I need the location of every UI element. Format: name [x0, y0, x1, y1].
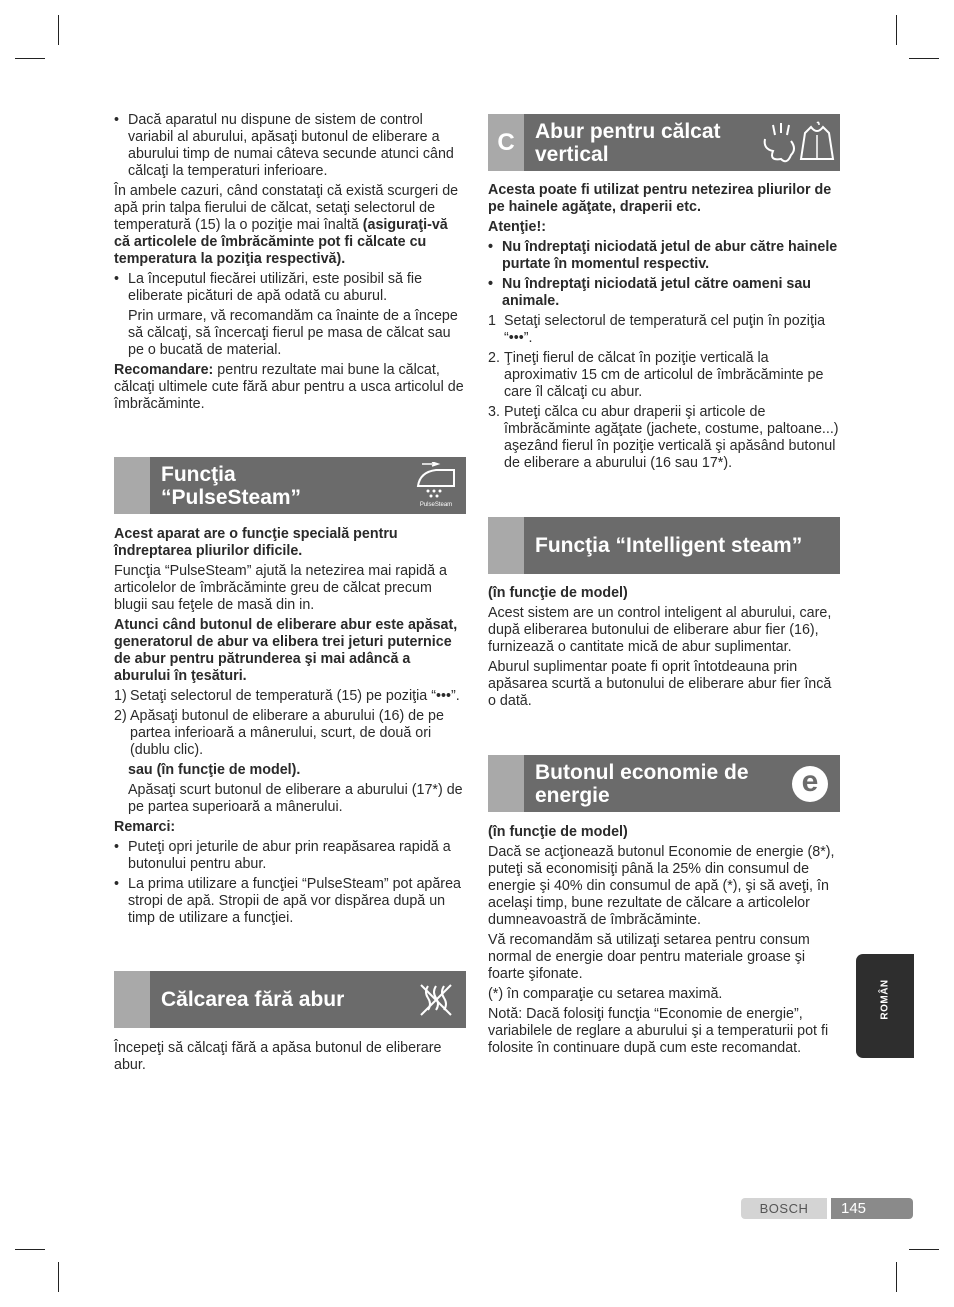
intro-paragraph: [114, 183, 466, 268]
intro-bullet-continuation: Prin urmare, vă recomandăm ca înainte de a începe să călcaţi, să încercaţi fierul pe masa de călcat sau pe o bucată de material.: [128, 308, 458, 358]
crop-mark: [15, 58, 45, 59]
crop-mark: [15, 1249, 45, 1250]
crossed-steam-icon: [418, 982, 454, 1018]
left-intro: [114, 112, 466, 416]
crop-mark: [58, 15, 59, 45]
paragraph: Aburul suplimentar poate fi oprit întotdeauna prin apăsarea scurtă a butonului de eliberare abur fier încă o dată.: [488, 659, 832, 709]
step-number: 1): [114, 688, 127, 704]
paragraph: Funcţia “PulseSteam” ajută la netezirea mai rapidă a articolelor de îmbrăcăminte greu de călcat precum blugii sau feţele de masă din in.: [114, 563, 447, 613]
recommendation-text: pentru rezultate mai bune la călcat, călcaţi ultimele cute fără abur pentru a usca articolul de îmbrăcăminte.: [114, 362, 464, 412]
dry-ironing-body: [114, 1040, 466, 1077]
header-lead-block: [114, 971, 150, 1028]
crop-mark: [896, 15, 897, 45]
language-tab-label: ROMÂN: [879, 979, 891, 1020]
pulsesteam-header: [114, 457, 466, 514]
step-alternative: sau (în funcţie de model).: [128, 762, 301, 778]
vertical-steam-header: [488, 114, 840, 171]
crop-mark: [58, 1262, 59, 1292]
paragraph: Dacă se acţionează butonul Economie de energie (8*), puteţi să economisiţi până la 25% din consumul de energie şi 40% din consumul de apă (*), şi să aveţi, în acelaşi timp, bune rezultate de călcare a articolelor dumneavoastră de îmbrăcăminte.: [488, 844, 835, 928]
intro-bullet: • La începutul fiecărei utilizări, este posibil să fie eliberate picături de apă odată cu aburul.: [114, 271, 466, 305]
intro-bold-text: (asiguraţi-vă că articolele de îmbrăcăminte pot fi călcate cu temperatura la poziţia respectivă).: [114, 217, 448, 267]
paragraph: Vă recomandăm să utilizaţi setarea pentru consum normal de energie doar pentru materiale groase şi foarte şifonate.: [488, 932, 810, 982]
paragraph: Acest sistem are un control inteligent al aburului, care, după eliberarea butonului de eliberare abur fier (16), furnizează o cantitate mică de abur suplimentar.: [488, 605, 832, 655]
warning: • Nu îndreptaţi niciodată jetul către oameni sau animale.: [488, 276, 840, 310]
title-line: “PulseSteam”: [161, 485, 302, 509]
section-title: [524, 114, 758, 171]
remark: • Puteţi opri jeturile de abur prin reapăsarea rapidă a butonului pentru abur.: [114, 839, 466, 873]
section-title: [524, 517, 840, 574]
no-steam-icon: [406, 971, 466, 1028]
step-text: Apăsaţi butonul de eliberare a aburului (16) de pe partea inferioară a mânerului, scurt, de două ori (dublu clic).: [130, 708, 444, 758]
eco-circle: [792, 766, 828, 802]
paragraph: Începeţi să călcaţi fără a apăsa butonul de eliberare abur.: [114, 1040, 442, 1073]
header-lead-block: [488, 517, 524, 574]
eco-body: [488, 824, 840, 1060]
section-letter: C: [497, 128, 515, 156]
iron-steam-icon: [414, 462, 458, 502]
vertical-steam-icon: [758, 114, 840, 171]
crop-mark: [909, 58, 939, 59]
model-note: (în funcţie de model): [488, 824, 628, 840]
section-title: [150, 971, 406, 1028]
remarks-label: Remarci:: [114, 819, 176, 835]
title-line: energie: [535, 783, 610, 807]
title-line: Butonul economie de: [535, 760, 749, 784]
title-line: vertical: [535, 142, 609, 166]
pulsesteam-body: [114, 526, 466, 930]
eco-button-header: [488, 755, 840, 812]
footer-brand: BOSCH: [759, 1201, 809, 1216]
crop-mark: [909, 1249, 939, 1250]
step-number: 3.: [488, 404, 500, 420]
pulsesteam-icon: [406, 457, 466, 514]
recommendation-label: Recomandare:: [114, 362, 214, 378]
footer-page-box: [831, 1198, 913, 1219]
step-continuation: Apăsaţi scurt butonul de eliberare a aburului (17*) de pe partea superioară a mânerului.: [128, 782, 463, 815]
step: [488, 350, 840, 401]
language-tab: [856, 954, 914, 1058]
icon-caption: PulseSteam: [419, 502, 453, 508]
recommendation: [114, 362, 466, 413]
title-line: Funcţia: [161, 462, 236, 486]
crop-mark: [896, 1262, 897, 1292]
bold-intro: Acest aparat are o funcţie specială pentru îndreptarea pliurilor dificile.: [114, 526, 398, 559]
title-line: Călcarea fără abur: [161, 988, 345, 1011]
step: [488, 313, 840, 347]
intro-text: În ambele cazuri, când constataţi că există scurgeri de apă prin talpa fierului de călcat, setaţi selectorul de temperatură (15) la o poziţie mai înaltă: [114, 183, 459, 233]
eco-letter: e: [801, 764, 819, 798]
title-line: Abur pentru călcat: [535, 119, 721, 143]
header-letter-block: [488, 114, 524, 171]
step: [114, 708, 466, 759]
header-lead-block: [114, 457, 150, 514]
bold-paragraph: Atunci când butonul de eliberare abur este apăsat, generatorul de abur va elibera trei jeturi puternice de abur pentru pătrunderea şi mai adâncă a aburului în ţesături.: [114, 617, 458, 684]
vertical-steam-body: [488, 182, 840, 475]
section-title: [150, 457, 406, 514]
step: [114, 688, 466, 705]
step-number: 1: [488, 313, 496, 329]
footer-brand-box: [741, 1198, 827, 1219]
step-text: Puteţi călca cu abur draperii şi articole de îmbrăcăminte agăţate (jachete, costume, paltoane...) aşezând fierul în poziţie verticală şi apăsând butonul de eliberare a aburului (16 sau 17*).: [504, 404, 839, 471]
eco-icon: [780, 755, 840, 812]
step-text: Setaţi selectorul de temperatură cel puţin în poziţia “•••”.: [504, 313, 826, 346]
header-lead-block: [488, 755, 524, 812]
attention-label: Atenţie!:: [488, 219, 546, 235]
dry-ironing-header: [114, 971, 466, 1028]
warning: • Nu îndreptaţi niciodată jetul de abur către hainele purtate în momentul respectiv.: [488, 239, 840, 273]
page-number: 145: [841, 1200, 867, 1217]
paragraph: Notă: Dacă folosiţi funcţia “Economie de energie”, variabilele de reglare a aburului şi a temperaturii pot fi folosite în continuare după cum este recomandat.: [488, 1006, 829, 1056]
step-number: 2): [114, 708, 127, 724]
intro-bullet: • Dacă aparatul nu dispune de sistem de control variabil al aburului, apăsaţi butonul de eliberare a aburului timp de numai câteva secunde atunci când călcaţi la temperaturi inferioare.: [114, 112, 466, 180]
title-line: Funcţia “Intelligent steam”: [535, 534, 803, 557]
intelligent-steam-header: [488, 517, 840, 574]
step: [488, 404, 840, 472]
steam-garment-icon: [761, 121, 837, 165]
footnote: (*) în comparaţie cu setarea maximă.: [488, 986, 723, 1002]
bold-intro: Acesta poate fi utilizat pentru netezirea pliurilor de pe hainele agăţate, draperii etc.: [488, 182, 832, 215]
section-title: [524, 755, 780, 812]
step-text: Setaţi selectorul de temperatură (15) pe poziţia “•••”.: [130, 688, 460, 704]
remark: • La prima utilizare a funcţiei “PulseSteam” pot apărea stropi de apă. Stropii de apă vor dispărea după un timp de utilizare a funcţiei.: [114, 876, 466, 927]
step-number: 2.: [488, 350, 500, 366]
intelligent-steam-body: [488, 585, 840, 713]
step-text: Ţineţi fierul de călcat în poziţie verticală la aproximativ 15 cm de articolul de îmbrăcăminte pe care îl călcaţi cu abur.: [504, 350, 824, 400]
model-note: (în funcţie de model): [488, 585, 628, 601]
